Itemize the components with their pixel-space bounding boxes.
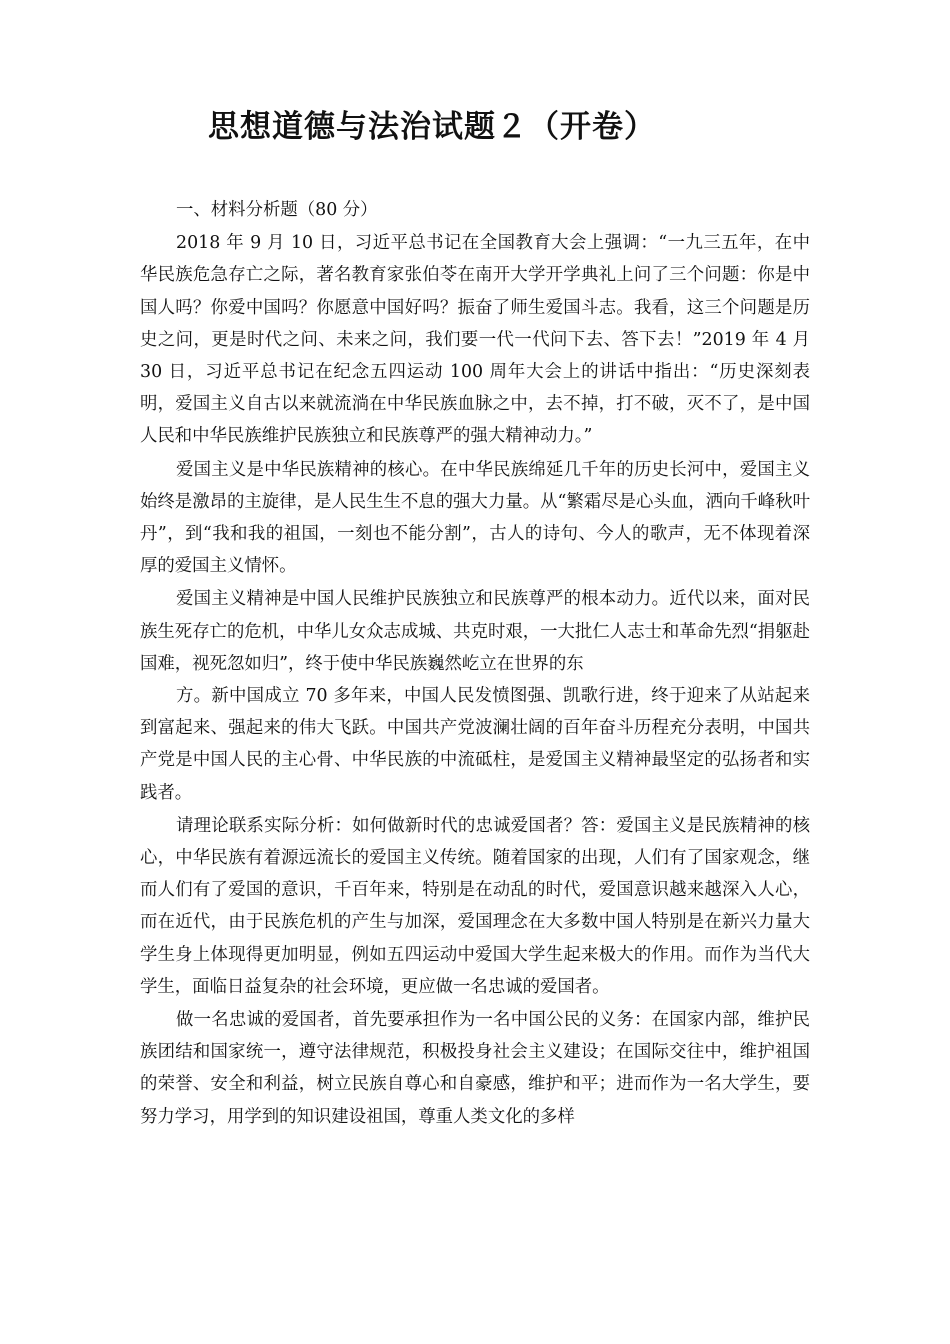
- paragraph-6: 做一名忠诚的爱国者，首先要承担作为一名中国公民的义务：在国家内部，维护民族团结和国家统一，遵守法律规范，积极投身社会主义建设；在国际交往中，维护祖国的荣誉、安全和利益，树立民族自尊心和自豪感，维护和平；进而作为一名大学生，要努力学习，用学到的知识建设祖国，尊重人类文化的多样: [140, 1010, 810, 1127]
- paragraph-2: 爱国主义是中华民族精神的核心。在中华民族绵延几千年的历史长河中，爱国主义始终是激昂的主旋律，是人民生生不息的强大力量。从“繁霜尽是心头血，洒向千峰秋叶丹”，到“我和我的祖国，一刻也不能分割”，古人的诗句、今人的歌声，无不体现着深厚的爱国主义情怀。: [140, 459, 810, 577]
- document-title: 思想道德与法治试题２（开卷）: [208, 109, 656, 145]
- paragraph-4: 方。新中国成立 70 多年来，中国人民发愤图强、凯歌行进，终于迎来了从站起来到富起来、强起来的伟大飞跃。中国共产党波澜壮阔的百年奋斗历程充分表明，中国共产党是中国人民的主心骨、中华民族的中流砥柱，是爱国主义精神最坚定的弘扬者和实践者。: [140, 686, 810, 803]
- paragraph-3: 爱国主义精神是中国人民维护民族独立和民族尊严的根本动力。近代以来，面对民族生死存亡的危机，中华儿女众志成城、共克时艰，一大批仁人志士和革命先烈“捐躯赴国难，视死忽如归”，终于使中华民族巍然屹立在世界的东: [140, 589, 810, 674]
- paragraph-5: 请理论联系实际分析：如何做新时代的忠诚爱国者？答：爱国主义是民族精神的核心，中华民族有着源远流长的爱国主义传统。随着国家的出现，人们有了国家观念，继而人们有了爱国的意识，千百年来，特别是在动乱的时代，爱国意识越来越深入人心，而在近代，由于民族危机的产生与加深，爱国理念在大多数中国人特别是在新兴力量大学生身上体现得更加明显，例如五四运动中爱国大学生起来极大的作用。而作为当代大学生，面临日益复杂的社会环境，更应做一名忠诚的爱国者。: [140, 815, 810, 997]
- section-heading: 一、材料分析题（80 分）: [176, 200, 378, 220]
- paragraph-1: 2018 年 9 月 10 日，习近平总书记在全国教育大会上强调：“一九三五年，在中华民族危急存亡之际，著名教育家张伯苓在南开大学开学典礼上问了三个问题：你是中国人吗？你爱中国吗？你愿意中国好吗？振奋了师生爱国斗志。我看，这三个问题是历史之问，更是时代之问、未来之问，我们要一代一代问下去、答下去！”2019 年 4 月 30 日，习近平总书记在纪念五四运动 100 周年大会上的讲话中指出：“历史深刻表明，爱国主义自古以来就流淌在中华民族血脉之中，去不掉，打不破，灭不了，是中国人民和中华民族维护民族独立和民族尊严的强大精神动力。”: [140, 233, 810, 447]
- document-body: [140, 194, 810, 1134]
